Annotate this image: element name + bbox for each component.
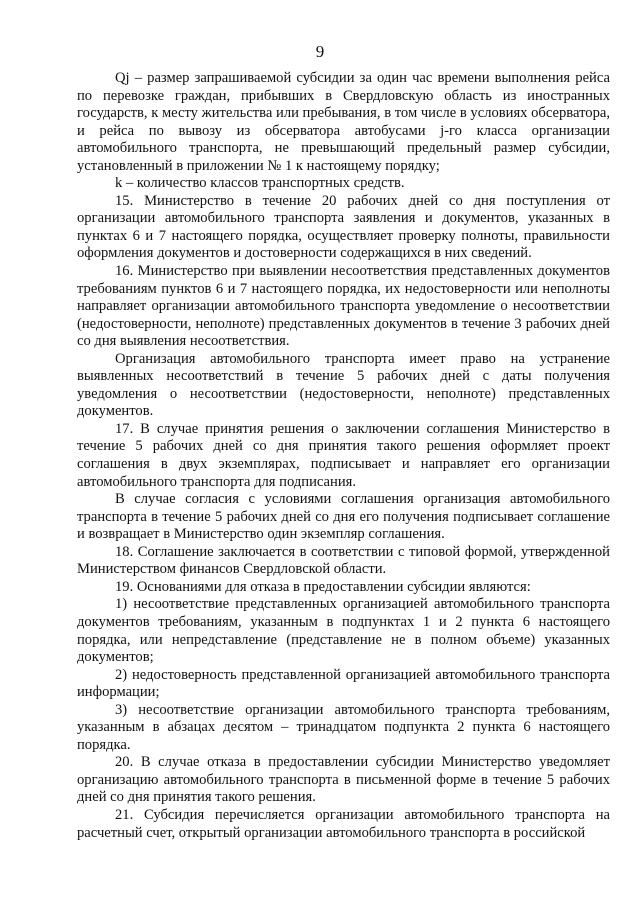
document-body bbox=[77, 70, 610, 842]
paragraph-item-19-sub-1: 1) несоответствие представленных организацией автомобильного транспорта документов требованиям, указанным в подпунктах 1 и 2 пункта 6 настоящего порядка, или непредставление (представление не в полном объеме) указанных документов; bbox=[77, 596, 610, 666]
paragraph-k-definition: k – количество классов транспортных средств. bbox=[115, 175, 405, 192]
paragraph-item-19: 19. Основаниями для отказа в предоставлении субсидии являются: bbox=[115, 578, 531, 595]
paragraph-item-19-sub-3: 3) несоответствие организации автомобильного транспорта требованиям, указанным в абзацах десятом – тринадцатом подпункта 2 пункта 6 настоящего порядка. bbox=[77, 701, 610, 753]
paragraph-item-16-remedy: Организация автомобильного транспорта имеет право на устранение выявленных несоответствий в течение 5 рабочих дней с даты получения уведомления о несоответствии (недостоверности, неполноте) представленных документов. bbox=[77, 350, 610, 420]
paragraph-item-18: 18. Соглашение заключается в соответствии с типовой формой, утвержденной Министерством финансов Свердловской области. bbox=[77, 543, 610, 578]
page-number: 9 bbox=[315, 42, 325, 61]
paragraph-item-15: 15. Министерство в течение 20 рабочих дней со дня поступления от организации автомобильного транспорта заявления и документов, указанных в пунктах 6 и 7 настоящего порядка, осуществляет проверку полноты, правильности оформления документов и достоверности содержащихся в них сведений. bbox=[77, 192, 610, 262]
paragraph-item-17: 17. В случае принятия решения о заключении соглашения Министерство в течение 5 рабочих дней со дня принятия такого решения оформляет проект соглашения в двух экземплярах, подписывает и направляет его организации автомобильного транспорта для подписания. bbox=[77, 420, 610, 490]
paragraph-item-17-consent: В случае согласия с условиями соглашения организация автомобильного транспорта в течение 5 рабочих дней со дня его получения подписывает соглашение и возвращает в Министерство один экземпляр соглашения. bbox=[77, 491, 610, 543]
paragraph-item-20: 20. В случае отказа в предоставлении субсидии Министерство уведомляет организацию автомобильного транспорта в письменной форме в течение 5 рабочих дней со дня принятия такого решения. bbox=[77, 754, 610, 806]
paragraph-qj-definition: Qj – размер запрашиваемой субсидии за один час времени выполнения рейса по перевозке граждан, прибывших в Свердловскую область из иностранных государств, к месту жительства или пребывания, в том числе в условиях обсерватора, и рейса по вывозу из обсерватора автобусами j-го класса организации автомобильного транспорта, не превышающий предельный размер субсидии, установленный в приложении № 1 к настоящему порядку; bbox=[77, 70, 610, 174]
paragraph-item-16: 16. Министерство при выявлении несоответствия представленных документов требованиям пунктов 6 и 7 настоящего порядка, их недостоверности или неполноты направляет организации автомобильного транспорта уведомление о несоответствии (недостоверности, неполноте) представленных документов в течение 3 рабочих дней со дня выявления несоответствия. bbox=[77, 263, 610, 350]
paragraph-item-21: 21. Субсидия перечисляется организации автомобильного транспорта на расчетный счет, открытый организации автомобильного транспорта в российской bbox=[77, 806, 610, 841]
paragraph-item-19-sub-2: 2) недостоверность представленной организацией автомобильного транспорта информации; bbox=[77, 666, 610, 701]
